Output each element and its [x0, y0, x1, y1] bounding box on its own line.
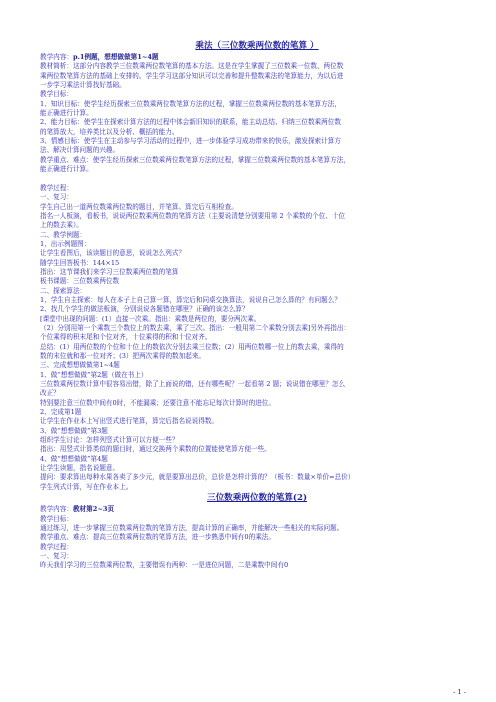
text-line: [40, 315, 464, 324]
line-text: 教学过程：: [40, 542, 73, 551]
line-text: 1、学生自主探索：每人在本子上自己算一算，算完后和同桌交换算法，说说自己怎么算的？有问题么？: [40, 295, 341, 304]
text-line: [40, 515, 464, 524]
line-text: 改正？: [40, 389, 60, 398]
line-text: 三、完成想想做做第1~4题: [40, 361, 120, 370]
bold-text: 教材第2~3页: [72, 505, 115, 514]
text-line: [40, 90, 464, 99]
text-line: [40, 561, 464, 570]
text-line: [40, 53, 464, 62]
text-line: [40, 505, 464, 514]
section-2-title: [50, 492, 464, 505]
line-text: 教学过程：: [40, 183, 73, 192]
line-text: 教学内容：: [40, 505, 73, 514]
line-text: 4、做“想想做做”第4题: [40, 454, 108, 463]
page-number: - 1 -: [453, 688, 466, 696]
line-text: 学生自己出一道两位数乘两位数的题目，并笔算。算完后互相检查。: [40, 202, 238, 211]
text-line: [40, 193, 464, 202]
document-body: [40, 40, 464, 571]
text-line: [40, 100, 464, 109]
text-line: [40, 287, 464, 296]
text-line: [40, 552, 464, 561]
text-line: [40, 445, 464, 454]
line-text: 组织学生讨论：怎样列竖式计算可以方便一些？: [40, 436, 179, 445]
line-text: 法、解决计算问题的兴趣。: [40, 146, 120, 155]
section-2-title-text: 三位数乘两位数的笔算(2): [206, 493, 308, 504]
text-line: [40, 543, 464, 552]
text-line: [40, 436, 464, 445]
text-line: [40, 324, 464, 333]
text-line: [40, 146, 464, 155]
text-line: [40, 268, 464, 277]
line-text: 让学生读题，指名说题意。: [40, 464, 120, 473]
line-text: 上的数去乘）。: [40, 221, 83, 230]
line-text: 特别要注意三位数中间有0时，不能漏乘；还要注意不能忘记每次计算时的进位。: [40, 398, 275, 407]
text-line: [40, 417, 464, 426]
text-line: [40, 231, 464, 240]
line-text: 1、出示例题图：: [40, 239, 91, 248]
text-line: [40, 389, 464, 398]
line-text: 让学生在作业本上写出竖式进行笔算，算完后指名说说得数。: [40, 417, 219, 426]
text-line: [40, 361, 464, 370]
line-text: 指出：这节课我们来学习三位数乘两位数的笔算: [40, 267, 179, 276]
line-text: 通过练习，进一步掌握三位数乘两位数的笔算方法，提高计算的正确率，并能解决一些相关的实际问题。: [40, 523, 344, 532]
text-line: [40, 118, 464, 127]
text-line: [40, 352, 464, 361]
text-line: [40, 399, 464, 408]
line-text: 教学重点、难点：使学生经历探索三位数乘两位数笔算方法的过程，掌握三位数乘两位数的基本笔算方法，: [40, 155, 350, 164]
text-line: [40, 305, 464, 314]
line-text: 二、教学例题：: [40, 230, 87, 239]
line-text: 指名一人板演，看板书，说说两位数乘两位数的笔算方法（主要说清楚分别要用第 2 个乘数的个位、十位: [40, 211, 346, 220]
line-text: 数的末位就和那一位对齐；(3）把两次乘得的数加起来。: [40, 352, 206, 360]
line-text: [课堂中出现的问题：(1）直接一次乘。指出：乘数是两位的，要分两次乘。: [40, 314, 261, 323]
line-text: 板书课题：三位数乘两位数: [40, 277, 120, 286]
text-line: [40, 81, 464, 90]
text-line: [40, 212, 464, 221]
line-text: 随学生回答板书：144×15: [40, 258, 120, 267]
line-text: 教学目标：: [40, 90, 73, 99]
text-line: [40, 128, 464, 137]
line-text: （2）分别用第一个乘数三个数位上的数去乘，乘了三次。指出：一般用第二个乘数分别去乘]另外再指出：: [40, 323, 351, 332]
line-text: 个位乘得的积末尾和个位对齐，十位乘得的积和十位对齐。: [40, 333, 212, 342]
text-line: [40, 343, 464, 352]
line-text: 三位数乘两位数计算中很容易出错，除了上面说的错，还有哪些呢？一起看第 2 题；说说错在哪里？怎么: [40, 380, 346, 389]
text-line: [40, 165, 464, 174]
line-text: 教材简析：这部分内容教学三位数乘两位数笔算的基本方法。这是在学生掌握了三位数乘一位数、两位数: [40, 62, 344, 71]
document-title: [50, 40, 464, 53]
line-text: 一、复习：: [40, 551, 73, 560]
text-line: [40, 62, 464, 71]
line-text: 2、能力目标：使学生在探索计算方法的过程中体会新旧知识的联系，能主动总结、归纳三位数乘两位数: [40, 118, 341, 127]
line-text: 昨天我们学习的三位数乘两位数，主要错误有两种：一是进位问题，二是乘数中间有0: [40, 561, 289, 570]
text-line: [40, 533, 464, 542]
text-line: [40, 455, 464, 464]
section-1-lines: [40, 53, 464, 492]
line-text: 教学目标：: [40, 514, 73, 523]
text-line: [40, 203, 464, 212]
line-text: 1、知识目标：使学生经历探索三位数乘两位数笔算方法的过程，掌握三位数乘两位数的基本笔算方法，: [40, 99, 341, 108]
text-line: [40, 259, 464, 268]
text-line: [40, 380, 464, 389]
line-text: 的笔算放大，培养类比以及分析、概括的能力。: [40, 127, 179, 136]
line-text: 提问：要求算出每种水果各卖了多少元，就是要算出总价，总价是怎样计算的？（板书：数量×单价=总价）: [40, 473, 355, 482]
line-text: 能正确进行计算。: [40, 109, 93, 118]
line-text: 能正确进行计算。: [40, 165, 93, 174]
text-line: [40, 464, 464, 473]
line-text: 一、复习：: [40, 193, 73, 202]
text-line: [40, 524, 464, 533]
line-text: 教学内容：: [40, 53, 73, 61]
text-line: [40, 221, 464, 230]
text-line: [40, 240, 464, 249]
document-title-text: 乘法（三位数乘两位数的笔算 ）: [195, 41, 319, 51]
text-line: [40, 408, 464, 417]
line-text: 3、做“想想做做”第3题: [40, 426, 108, 435]
text-line: [40, 109, 464, 118]
text-line: [40, 72, 464, 81]
line-text: 乘两位数笔算方法的基础上安排的。学生学习这部分知识可以完善和提升整数乘法的笔算能力，为以后进: [40, 71, 344, 80]
line-text: 二、探索算法：: [40, 286, 87, 295]
line-text: 学生列式计算，写在作业本上。: [40, 482, 133, 491]
line-text: 一步学习乘法计算找好基础。: [40, 81, 126, 90]
text-line: [40, 137, 464, 146]
text-line: [40, 473, 464, 482]
line-text: 指出：用竖式计算类似的题目时，通过交换两个乘数的位置能使笔算方便一些。: [40, 445, 271, 454]
text-line: [40, 371, 464, 380]
text-line: [40, 156, 464, 165]
text-line: [40, 296, 464, 305]
text-line: [40, 483, 464, 492]
text-line: [40, 174, 464, 183]
text-line: [40, 184, 464, 193]
line-text: 教学重点、难点：提高三位数乘两位数的笔算方法，进一步熟悉中间有0的乘法。: [40, 533, 275, 542]
text-line: [40, 277, 464, 286]
text-line: [40, 333, 464, 342]
line-text: 1、做“想想做做”第2题（做在书上）: [40, 370, 148, 379]
text-line: [40, 249, 464, 258]
line-text: 总结：(1）用两位数的个位和十位上的数依次分别去乘三位数；(2）用两位数哪一位上的数去乘，乘得的: [40, 342, 344, 351]
section-2-lines: [40, 505, 464, 570]
line-text: 让学生看图后，该读题目的意思，说说怎么列式？: [40, 249, 186, 258]
bold-text: p.1例题，想想做做第1~4题: [72, 53, 159, 61]
line-text: 2、完成第1题: [40, 408, 82, 417]
line-text: 3、情感目标：使学生在主动参与学习活动的过程中，进一步体验学习成功带来的快乐，激发探索计算方: [40, 137, 341, 146]
text-line: [40, 427, 464, 436]
line-text: 2、找几个学生的做法板演，分别说说各题错在哪里？正确的该怎么算？: [40, 305, 249, 314]
